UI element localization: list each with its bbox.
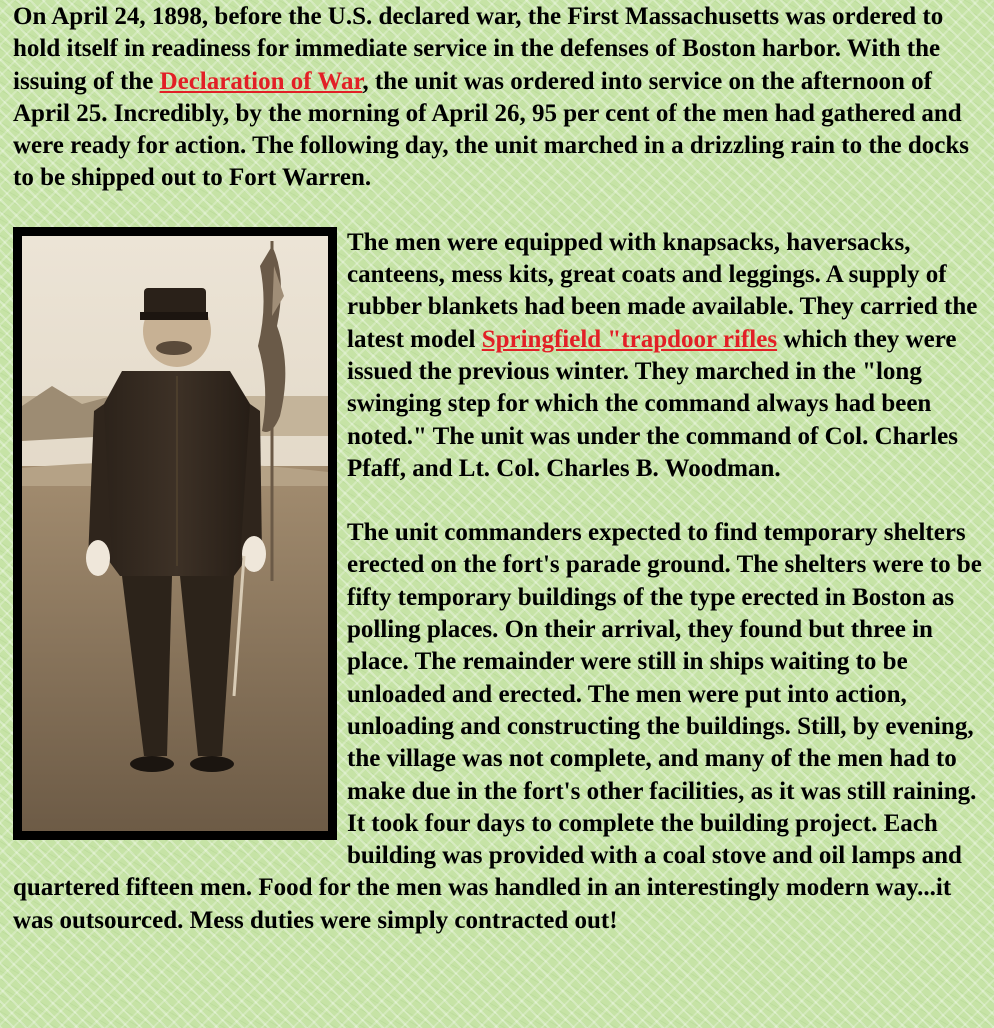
officer-photo-image — [22, 236, 328, 831]
officer-photo — [13, 227, 337, 840]
springfield-trapdoor-rifles-link[interactable]: Springfield "trapdoor rifles — [481, 325, 778, 353]
declaration-of-war-link[interactable]: Declaration of War — [159, 67, 363, 95]
paragraph-1 — [13, 1, 984, 195]
paragraph-1-text-b: , the unit was ordered into service on the afternoon of April 25. Incredibly, by the morning of April 26, 95 per cent of the men had gathered and were ready for action. The following day, the unit marched in a drizzling rain to the docks to be shipped out to Fort Warren. — [13, 67, 970, 192]
paragraph-3: The unit commanders expected to find temporary shelters erected on the fort's parade ground. The shelters were to be fifty temporary buildings of the type erected in Boston as polling places. On their arrival, they found but three in place. The remainder were still in ships waiting to be unloaded and erected. The men were put into action, unloading and constructing the buildings. Still, by evening, the village was not complete, and many of the men had to make due in the fort's other facilities, as it was still raining. It took four days to complete the building project. Each building was provided with a coal stove and oil lamps and quartered fifteen men. Food for the men was handled in an interestingly modern way...it was outsourced. Mess duties were simply contracted out! — [13, 519, 982, 934]
paragraph-2-text-b: which they were issued the previous winter. They marched in the "long swinging step for which the command always had been noted." The unit was under the command of Col. Charles Pfaff, and Lt. Col. Charles B. Woodman. — [347, 325, 958, 482]
paragraph-1-text-a: On April 24, 1898, before the U.S. declared war, the First Massachusetts was ordered to hold itself in readiness for immediate service in the defenses of Boston harbor. With the issuing of the — [13, 3, 944, 95]
paragraph-2-text-a: The men were equipped with knapsacks, haversacks, canteens, mess kits, great coats and leggings. A supply of rubber blankets had been made available. They carried the latest model — [347, 228, 978, 353]
